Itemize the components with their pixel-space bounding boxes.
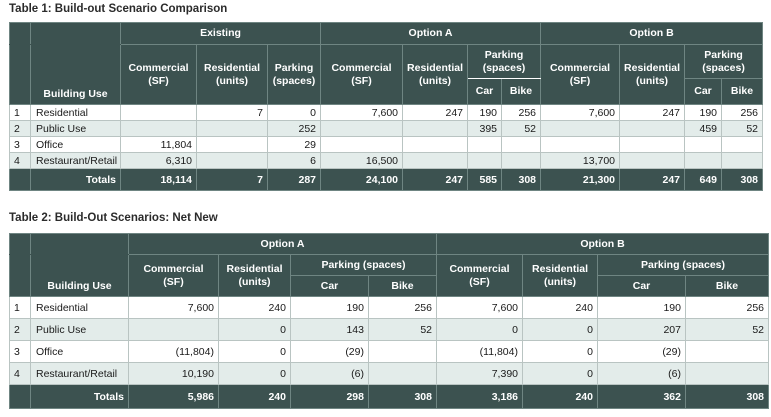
- col-header-bike: Bike: [722, 79, 763, 105]
- cell-option-b-residential: 0: [523, 363, 598, 385]
- corner-cell: [31, 234, 129, 255]
- cell-option-b-residential: [620, 153, 685, 169]
- sf-label: (SF): [569, 74, 591, 87]
- residential-label: Residential: [531, 262, 589, 275]
- cell-option-b-bike: [722, 153, 763, 169]
- col-header-bike: Bike: [686, 276, 769, 297]
- spaces-label: (spaces): [482, 61, 526, 74]
- total-option-b-residential: 240: [523, 385, 598, 409]
- cell-option-b-commercial: [541, 137, 620, 153]
- corner-cell: [10, 234, 31, 255]
- cell-existing-parking: 6: [268, 153, 321, 169]
- total-option-b-commercial: 3,186: [437, 385, 523, 409]
- cell-option-a-car: 190: [291, 297, 369, 319]
- col-header-residential: [219, 255, 291, 297]
- table1: [9, 22, 763, 191]
- row-building-use: Office: [31, 137, 121, 153]
- col-header-commercial: [437, 255, 523, 297]
- cell-option-b-car: 190: [685, 105, 722, 121]
- total-option-a-commercial: 24,100: [321, 169, 403, 191]
- total-option-a-car: 298: [291, 385, 369, 409]
- cell-option-b-commercial: 7,390: [437, 363, 523, 385]
- cell-option-a-residential: 240: [219, 297, 291, 319]
- col-header-commercial: [541, 45, 620, 105]
- cell-option-a-commercial: (11,804): [129, 341, 219, 363]
- col-header-commercial: [321, 45, 403, 105]
- row-index: 4: [10, 363, 31, 385]
- total-option-b-commercial: 21,300: [541, 169, 620, 191]
- col-header-commercial: [129, 255, 219, 297]
- cell-option-b-car: 190: [598, 297, 686, 319]
- col-header-parking: [468, 45, 541, 79]
- col-header-commercial: [121, 45, 197, 105]
- commercial-label: Commercial: [331, 61, 392, 74]
- residential-label: Residential: [203, 61, 261, 74]
- group-header-existing: Existing: [121, 23, 321, 45]
- corner-cell: [10, 23, 31, 45]
- totals-corner: [10, 385, 31, 409]
- col-header-parking: [268, 45, 321, 105]
- cell-option-a-commercial: [321, 121, 403, 137]
- cell-existing-residential: [197, 137, 268, 153]
- cell-option-a-residential: [403, 137, 468, 153]
- col-header-residential: [620, 45, 685, 105]
- group-header-option-a: Option A: [321, 23, 541, 45]
- cell-existing-commercial: 11,804: [121, 137, 197, 153]
- cell-option-b-commercial: [541, 121, 620, 137]
- col-header-car: Car: [291, 276, 369, 297]
- cell-option-a-residential: 0: [219, 363, 291, 385]
- table-row: [10, 121, 763, 137]
- cell-option-a-car: (6): [291, 363, 369, 385]
- row-index: 3: [10, 341, 31, 363]
- cell-existing-parking: 29: [268, 137, 321, 153]
- cell-option-b-residential: [620, 137, 685, 153]
- cell-existing-commercial: 6,310: [121, 153, 197, 169]
- col-header-parking: [685, 45, 763, 79]
- total-option-b-bike: 308: [722, 169, 763, 191]
- table1-title: Table 1: Build-out Scenario Comparison: [9, 3, 228, 15]
- row-index: 2: [10, 121, 31, 137]
- totals-label: Totals: [31, 385, 129, 409]
- cell-option-a-bike: 52: [369, 319, 437, 341]
- total-option-b-car: 649: [685, 169, 722, 191]
- cell-option-a-bike: 256: [502, 105, 541, 121]
- cell-option-a-commercial: 7,600: [321, 105, 403, 121]
- cell-option-b-residential: 240: [523, 297, 598, 319]
- cell-option-a-bike: [369, 341, 437, 363]
- cell-existing-parking: 252: [268, 121, 321, 137]
- total-existing-residential: 7: [197, 169, 268, 191]
- group-header-option-b: Option B: [541, 23, 763, 45]
- cell-option-b-residential: [620, 121, 685, 137]
- cell-option-a-bike: [502, 153, 541, 169]
- total-option-a-commercial: 5,986: [129, 385, 219, 409]
- corner-cell: [10, 255, 31, 297]
- cell-option-a-bike: 256: [369, 297, 437, 319]
- cell-option-a-residential: [403, 153, 468, 169]
- spaces-label: (spaces): [702, 61, 745, 74]
- sf-label: (SF): [469, 275, 490, 288]
- cell-option-b-residential: 0: [523, 319, 598, 341]
- col-header-car: Car: [598, 276, 686, 297]
- cell-option-b-bike: 52: [722, 121, 763, 137]
- cell-option-b-car: 459: [685, 121, 722, 137]
- row-index: 1: [10, 105, 31, 121]
- col-header-parking: Parking (spaces): [598, 255, 769, 276]
- parking-label: Parking: [274, 61, 314, 74]
- total-existing-commercial: 18,114: [121, 169, 197, 191]
- commercial-label: Commercial: [143, 262, 204, 275]
- cell-option-b-commercial: 7,600: [541, 105, 620, 121]
- residential-label: Residential: [624, 61, 681, 74]
- cell-existing-commercial: [121, 105, 197, 121]
- cell-option-a-residential: 0: [219, 341, 291, 363]
- table2: [9, 233, 769, 409]
- sf-label: (SF): [148, 74, 169, 87]
- table-row: [10, 105, 763, 121]
- total-option-b-car: 362: [598, 385, 686, 409]
- col-header-residential: [523, 255, 598, 297]
- row-index: 2: [10, 319, 31, 341]
- cell-option-b-bike: [686, 363, 769, 385]
- cell-option-b-car: [685, 137, 722, 153]
- sf-label: (SF): [351, 74, 372, 87]
- commercial-label: Commercial: [449, 262, 510, 275]
- cell-option-b-commercial: 13,700: [541, 153, 620, 169]
- cell-option-a-commercial: [321, 137, 403, 153]
- units-label: (units): [238, 275, 271, 288]
- row-index: 1: [10, 297, 31, 319]
- cell-option-b-bike: [722, 137, 763, 153]
- cell-option-a-car: 143: [291, 319, 369, 341]
- row-building-use: Office: [31, 341, 129, 363]
- cell-option-b-car: [685, 153, 722, 169]
- commercial-label: Commercial: [549, 61, 611, 74]
- cell-option-a-car: 395: [468, 121, 502, 137]
- units-label: (units): [215, 74, 249, 87]
- corner-cell: [31, 23, 121, 45]
- row-building-use: Residential: [31, 105, 121, 121]
- col-header-building-use: Building Use: [31, 45, 121, 105]
- units-label: (units): [543, 275, 577, 288]
- cell-option-b-bike: 256: [686, 297, 769, 319]
- table-row: [10, 319, 769, 341]
- cell-existing-residential: 7: [197, 105, 268, 121]
- table-row: [10, 341, 769, 363]
- cell-option-b-bike: [686, 341, 769, 363]
- totals-label: Totals: [31, 169, 121, 191]
- totals-row: [10, 385, 769, 409]
- total-option-b-residential: 247: [620, 169, 685, 191]
- cell-option-a-car: 190: [468, 105, 502, 121]
- col-header-building-use: Building Use: [31, 255, 129, 297]
- row-index: 4: [10, 153, 31, 169]
- units-label: (units): [418, 74, 452, 87]
- col-header-bike: Bike: [502, 79, 541, 105]
- total-option-a-residential: 247: [403, 169, 468, 191]
- residential-label: Residential: [407, 61, 464, 74]
- cell-option-b-car: (6): [598, 363, 686, 385]
- cell-option-a-bike: [369, 363, 437, 385]
- cell-option-b-commercial: 0: [437, 319, 523, 341]
- cell-option-b-commercial: 7,600: [437, 297, 523, 319]
- col-header-car: Car: [685, 79, 722, 105]
- total-option-b-bike: 308: [686, 385, 769, 409]
- sf-label: (SF): [163, 275, 184, 288]
- col-header-car: Car: [468, 79, 502, 105]
- cell-option-b-bike: 52: [686, 319, 769, 341]
- total-option-a-residential: 240: [219, 385, 291, 409]
- cell-option-a-commercial: 7,600: [129, 297, 219, 319]
- cell-option-b-car: 207: [598, 319, 686, 341]
- cell-option-a-car: [468, 153, 502, 169]
- table-row: [10, 363, 769, 385]
- cell-option-b-commercial: (11,804): [437, 341, 523, 363]
- row-index: 3: [10, 137, 31, 153]
- cell-existing-parking: 0: [268, 105, 321, 121]
- cell-existing-commercial: [121, 121, 197, 137]
- col-header-residential: [197, 45, 268, 105]
- cell-option-a-commercial: 16,500: [321, 153, 403, 169]
- totals-corner: [10, 169, 31, 191]
- col-header-residential: [403, 45, 468, 105]
- row-building-use: Public Use: [31, 121, 121, 137]
- parking-label: Parking: [704, 48, 743, 61]
- cell-option-a-bike: 52: [502, 121, 541, 137]
- col-header-bike: Bike: [369, 276, 437, 297]
- row-building-use: Residential: [31, 297, 129, 319]
- total-existing-parking: 287: [268, 169, 321, 191]
- cell-existing-residential: [197, 153, 268, 169]
- total-option-a-bike: 308: [502, 169, 541, 191]
- table2-title: Table 2: Build-Out Scenarios: Net New: [9, 212, 218, 224]
- cell-option-b-residential: 0: [523, 341, 598, 363]
- cell-option-a-residential: 247: [403, 105, 468, 121]
- table-row: [10, 153, 763, 169]
- cell-option-a-commercial: 10,190: [129, 363, 219, 385]
- table-row: [10, 137, 763, 153]
- total-option-a-bike: 308: [369, 385, 437, 409]
- row-building-use: Restaurant/Retail: [31, 153, 121, 169]
- commercial-label: Commercial: [128, 61, 189, 74]
- cell-option-b-residential: 247: [620, 105, 685, 121]
- residential-label: Residential: [226, 262, 283, 275]
- parking-label: Parking: [484, 48, 524, 61]
- table-row: [10, 297, 769, 319]
- cell-option-a-car: (29): [291, 341, 369, 363]
- total-option-a-car: 585: [468, 169, 502, 191]
- units-label: (units): [635, 74, 669, 87]
- cell-option-b-bike: 256: [722, 105, 763, 121]
- cell-option-a-commercial: [129, 319, 219, 341]
- spaces-label: (spaces): [272, 74, 316, 87]
- cell-option-b-car: (29): [598, 341, 686, 363]
- group-header-option-a: Option A: [129, 234, 437, 255]
- row-building-use: Restaurant/Retail: [31, 363, 129, 385]
- corner-cell: [10, 45, 31, 105]
- cell-option-a-car: [468, 137, 502, 153]
- cell-option-a-residential: 0: [219, 319, 291, 341]
- totals-row: [10, 169, 763, 191]
- cell-existing-residential: [197, 121, 268, 137]
- cell-option-a-residential: [403, 121, 468, 137]
- row-building-use: Public Use: [31, 319, 129, 341]
- col-header-parking: Parking (spaces): [291, 255, 437, 276]
- group-header-option-b: Option B: [437, 234, 769, 255]
- cell-option-a-bike: [502, 137, 541, 153]
